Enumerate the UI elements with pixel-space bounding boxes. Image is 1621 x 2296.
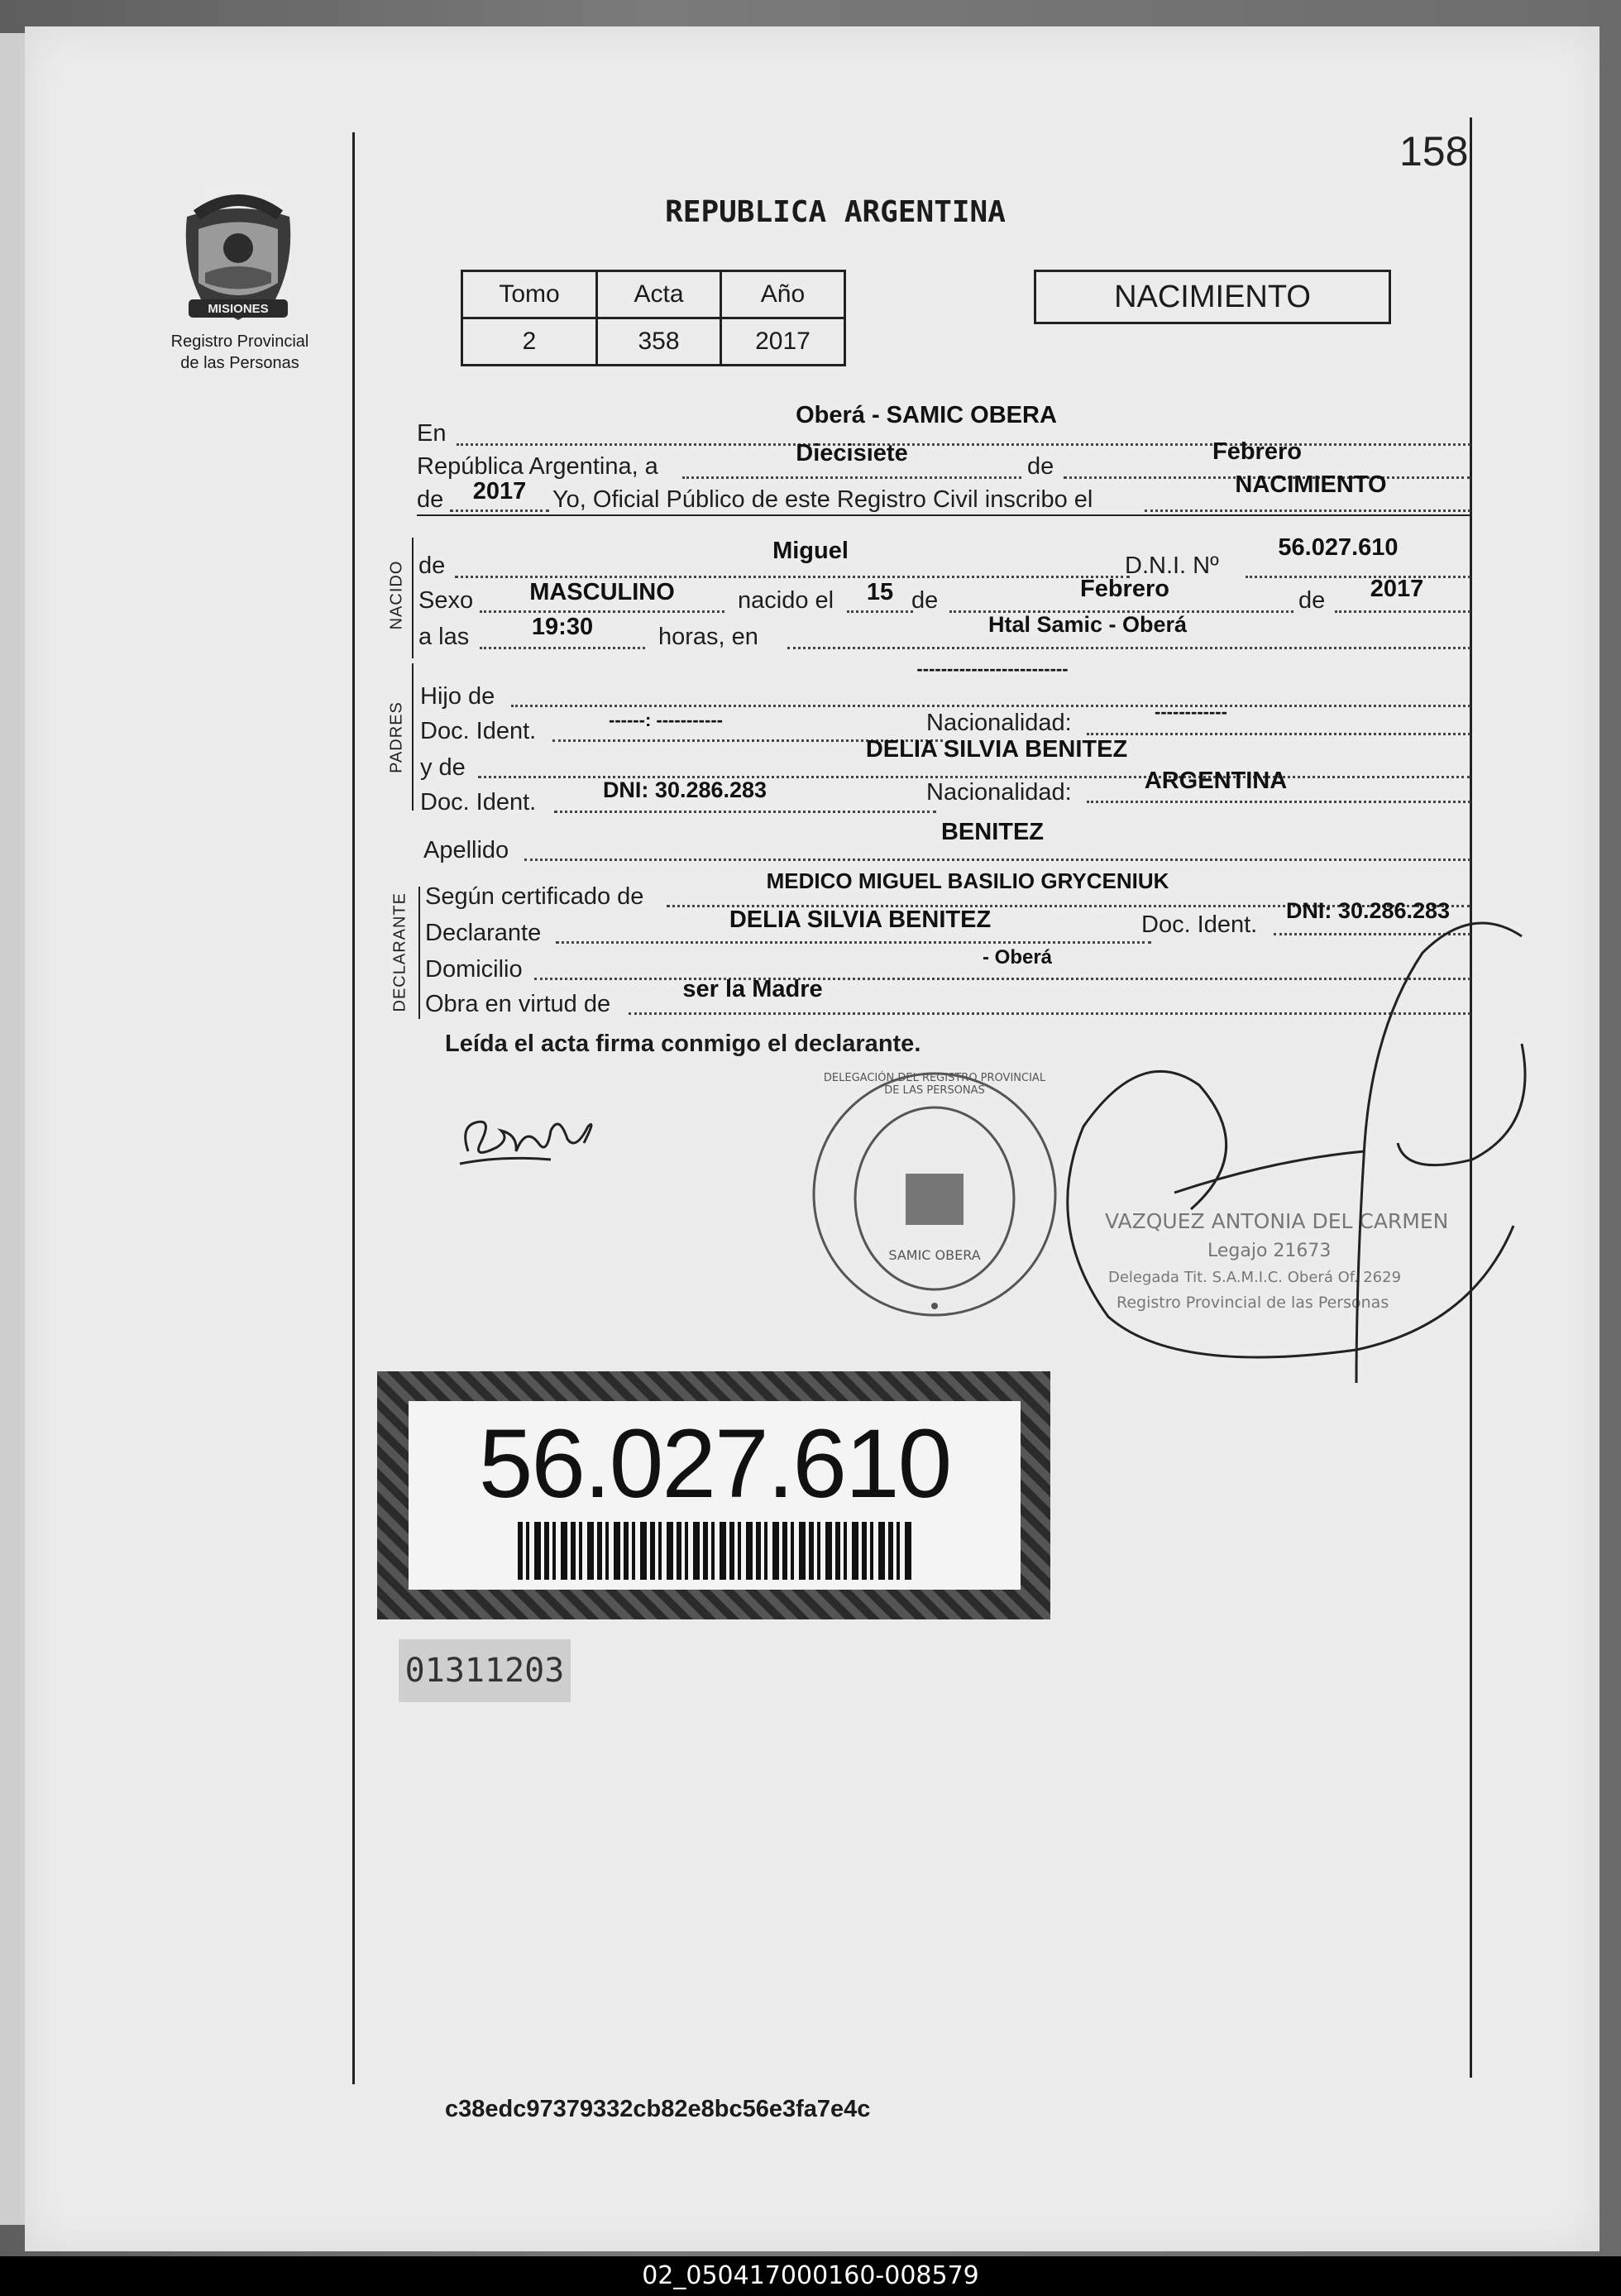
nacido-de-label: de [418,552,446,579]
nac2-label: Nacionalidad: [926,779,1072,806]
declarant-signature-icon [452,1093,617,1184]
value-tomo: 2 [462,318,597,366]
decl-doc-value: DNI: 30.286.283 [1285,898,1451,923]
obra-value: ser la Madre [682,976,823,1002]
nac1-dots [1087,733,1470,735]
date-label: República Argentina, a [417,453,658,480]
doc1-value: ------: ----------- [609,710,723,730]
logo-top-text: PROVINCIA DE [208,187,268,196]
act-value: NACIMIENTO [1235,471,1387,498]
obra-label: Obra en virtud de [425,991,611,1017]
nacido-dni: 56.027.610 [1278,534,1399,561]
place-label: En [417,420,447,447]
doc2-label: Doc. Ident. [420,789,537,816]
date-day: Diecisiete [796,440,908,466]
nac2-dots [1087,801,1470,803]
official-position: Delegada Tit. S.A.M.I.C. Oberá Of. 2629 [1108,1269,1402,1286]
time-dots [480,647,645,649]
apellido-value: BENITEZ [940,819,1045,845]
nacido-month: Febrero [1080,576,1169,602]
birthplace-dots [787,647,1470,649]
apellido-label: Apellido [423,837,509,863]
cert-value: MEDICO MIGUEL BASILIO GRYCENIUK [766,868,1169,893]
nacido-place: Htal Samic - Oberá [987,612,1188,637]
decl-label: Declarante [425,920,542,946]
id-label-panel [409,1401,1021,1590]
padres-bracket [412,663,414,811]
value-acta: 358 [597,318,721,366]
doc2-value: DNI: 30.286.283 [602,777,767,802]
header-acta: Acta [597,271,721,318]
logo-caption-2: de las Personas [180,354,299,372]
birth-certificate-page [25,26,1599,2251]
document-hash: c38edc97379332cb82e8bc56e3fa7e4c [445,2096,871,2122]
closing-text: Leída el acta firma conmigo el declarante. [445,1031,921,1057]
nacido-de2-label: de [1298,587,1326,614]
nacido-name: Miguel [772,538,849,564]
official-signature-icon [1009,878,1555,1416]
year-de-label: de [417,486,444,513]
page-number: 158 [1399,128,1469,175]
sexo-value: MASCULINO [529,579,675,605]
alas-label: a las [418,624,470,650]
province-logo [172,184,304,328]
hijo-label: Hijo de [420,683,495,710]
nacido-bracket [412,538,414,658]
registry-table-header [462,271,845,318]
header-ano: Año [721,271,845,318]
hijo-dots [511,705,1470,707]
header-tomo: Tomo [462,271,597,318]
round-stamp-inner: SAMIC OBERA [888,1247,981,1263]
nacido-de1-label: de [911,587,939,614]
year-line-underline [417,514,1470,516]
logo-caption-1: Registro Provincial [170,332,309,351]
day-dots [847,610,913,613]
document-title: REPUBLICA ARGENTINA [665,195,1006,229]
place-value: Oberá - SAMIC OBERA [796,402,1057,428]
date-de-label: de [1027,453,1054,480]
round-stamp-outer: DELEGACIÓN DEL REGISTRO PROVINCIAL DE LAS PERSONAS [823,1072,1046,1097]
padres-side-label: PADRES [387,701,406,773]
official-name: VAZQUEZ ANTONIA DEL CARMEN [1105,1209,1449,1233]
yde-label: y de [420,754,466,781]
record-type-box: NACIMIENTO [1034,270,1391,324]
decl-doc-label: Doc. Ident. [1141,911,1258,938]
apellido-dots [524,859,1470,861]
registry-table-values [462,318,845,366]
year-dots [450,509,549,512]
date-dots-1 [682,476,1021,479]
official-legajo: Legajo 21673 [1207,1241,1332,1261]
nacido-year: 2017 [1370,576,1424,602]
nacido-day: 15 [866,579,894,605]
sexo-dots [480,610,724,613]
logo-bottom-text: MISIONES [208,302,269,316]
official-registry: Registro Provincial de las Personas [1117,1294,1389,1312]
nac2-value: ARGENTINA [1144,768,1288,794]
horas-label: horas, en [658,624,758,650]
dom-value: - Oberá [982,946,1053,969]
file-footer: 02_050417000160-008579 [0,2256,1621,2296]
mother-name: DELIA SILVIA BENITEZ [865,736,1128,763]
nacido-side-label: NACIDO [387,560,406,630]
doc1-label: Doc. Ident. [420,718,537,744]
cert-label: Según certificado de [425,883,644,910]
value-ano: 2017 [721,318,845,366]
nac1-value: ------------ [1155,701,1227,722]
year-value: 2017 [472,478,527,505]
nacido-dni-label: D.N.I. Nº [1125,552,1219,579]
sexo-label: Sexo [418,587,474,614]
id-number: 56.027.610 [478,1409,951,1519]
serial-sticker: 01311203 [399,1639,571,1702]
registry-table [461,270,846,366]
dom-label: Domicilio [425,956,523,983]
hijo-value: ------------------------- [916,658,1069,679]
nacido-time: 19:30 [531,614,594,640]
year2-dots [1335,610,1470,613]
doc2-dots [554,811,936,813]
declarante-bracket [418,887,420,1019]
nacido-name-dots [455,576,1130,578]
barcode [518,1522,911,1580]
nac1-label: Nacionalidad: [926,710,1072,736]
year-line-text: Yo, Oficial Público de este Registro Civil inscribo el [552,486,1093,513]
date-month: Febrero [1212,438,1302,465]
nacido-el-label: nacido el [738,587,834,614]
id-label [377,1371,1050,1619]
decl-value: DELIA SILVIA BENITEZ [729,906,992,933]
declarante-side-label: DECLARANTE [390,892,409,1012]
left-margin-line [352,132,355,2084]
act-dots [1145,509,1470,512]
